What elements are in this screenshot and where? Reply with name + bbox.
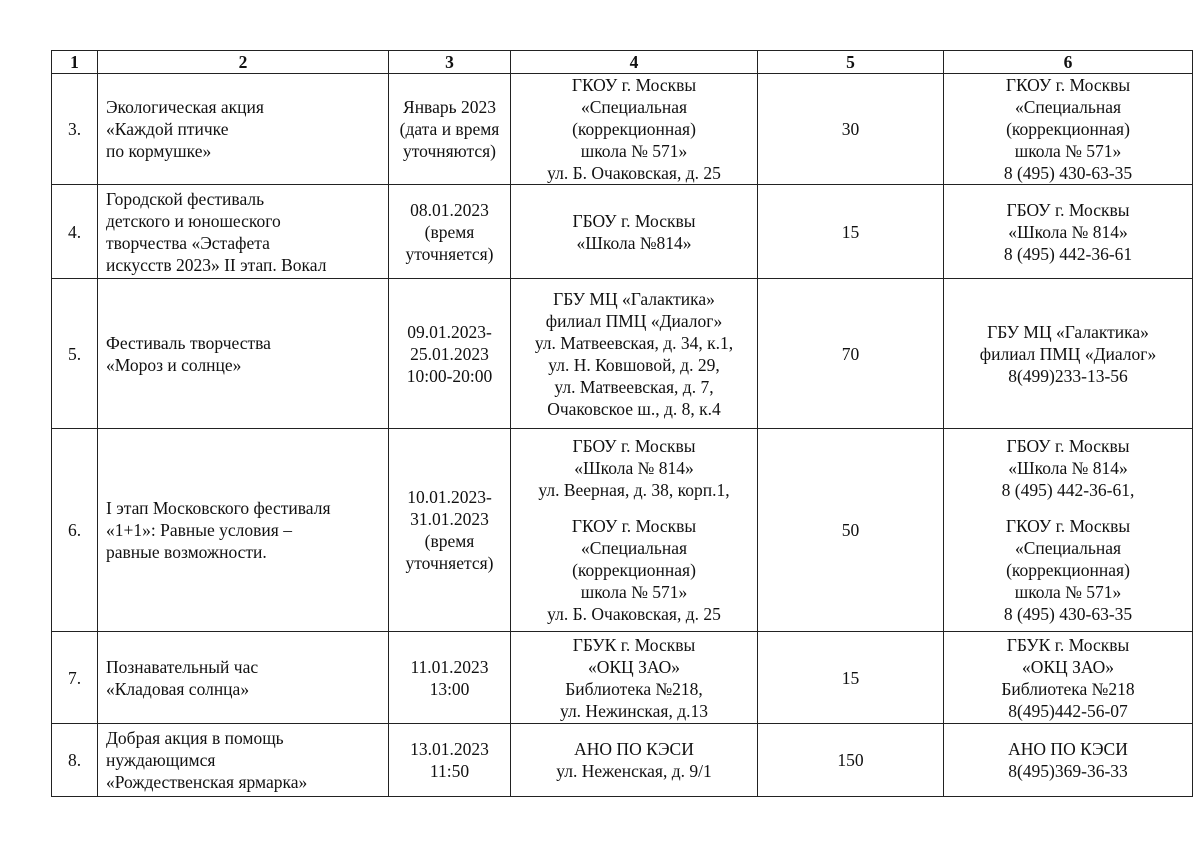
- cell-text-line: 11:50: [429, 761, 470, 781]
- cell-text-line: 8 (495) 430-63-35: [1003, 163, 1133, 183]
- cell-text-line: творчества «Эстафета: [106, 232, 270, 253]
- event-date-cell: [389, 185, 511, 279]
- cell-text-line: 10.01.2023-: [407, 487, 492, 507]
- cell-text-line: уточняется): [405, 243, 494, 264]
- cell-text-line: ГБОУ г. Москвы: [572, 210, 696, 231]
- cell-text-line: ГБУ МЦ «Галактика»: [987, 321, 1149, 342]
- cell-text-line: Библиотека №218,: [565, 678, 703, 699]
- event-name-cell: [98, 632, 389, 724]
- participants-count-cell: 15: [758, 632, 944, 724]
- cell-text-line: «Специальная: [1014, 97, 1122, 117]
- table-row: [52, 185, 1193, 279]
- cell-text-line: филиал ПМЦ «Диалог»: [979, 343, 1157, 364]
- cell-text-line: «ОКЦ ЗАО»: [588, 656, 680, 677]
- cell-text-line: «Специальная: [580, 538, 688, 558]
- cell-text-line: I этап Московского фестиваля: [106, 498, 331, 518]
- cell-text-line: 8(495)369-36-33: [1008, 761, 1128, 781]
- organizer-cell: [944, 279, 1193, 429]
- cell-text-line: (дата и время: [399, 119, 500, 139]
- cell-text-line: Городской фестиваль: [106, 188, 265, 209]
- cell-text-line: по кормушке»: [106, 141, 212, 161]
- cell-text-line: ул. Веерная, д. 38, корп.1,: [538, 480, 730, 500]
- event-name-cell: [98, 429, 389, 632]
- cell-text-line: «Мороз и солнце»: [106, 354, 242, 375]
- cell-text-line: 11.01.2023: [410, 656, 489, 677]
- cell-text-line: ул. Матвеевская, д. 7,: [554, 376, 714, 397]
- participants-count-cell: 30: [758, 74, 944, 185]
- cell-text-line: ГБОУ г. Москвы: [1006, 436, 1130, 456]
- column-header: 6: [944, 51, 1193, 74]
- cell-text-line: 09.01.2023-: [407, 321, 492, 342]
- event-date-cell: [389, 429, 511, 632]
- cell-text-line: ул. Нежинская, д.13: [559, 700, 709, 721]
- table-row: [52, 429, 1193, 632]
- cell-text-line: «Школа №814»: [576, 232, 692, 253]
- event-name-cell: [98, 724, 389, 797]
- cell-text-line: Экологическая акция: [106, 97, 264, 117]
- cell-text-line: (время: [424, 531, 475, 551]
- row-number-cell: 3.: [52, 74, 98, 185]
- column-header: 3: [389, 51, 511, 74]
- event-name-cell: [98, 279, 389, 429]
- cell-text-line: 8(495)442-56-07: [1008, 700, 1128, 721]
- cell-text-line: 31.01.2023: [410, 509, 489, 529]
- cell-text-line: равные возможности.: [106, 542, 267, 562]
- cell-text-line: ГКОУ г. Москвы: [571, 75, 697, 95]
- cell-text-line: «Специальная: [1014, 538, 1122, 558]
- participants-count-cell: 150: [758, 724, 944, 797]
- cell-text-line: Добрая акция в помощь: [106, 728, 284, 748]
- row-number-cell: 4.: [52, 185, 98, 279]
- cell-text-line: Очаковское ш., д. 8, к.4: [547, 398, 721, 419]
- column-header: 2: [98, 51, 389, 74]
- cell-text-line: (коррекционная): [572, 560, 696, 580]
- cell-text-line: 25.01.2023: [410, 343, 489, 364]
- event-date-cell: [389, 632, 511, 724]
- cell-text-line: ул. Б. Очаковская, д. 25: [547, 163, 721, 183]
- table-row: [52, 279, 1193, 429]
- cell-text-line: Познавательный час: [106, 656, 259, 677]
- venue-cell: [511, 724, 758, 797]
- event-name-cell: [98, 185, 389, 279]
- event-name-cell: [98, 74, 389, 185]
- cell-text-line: (коррекционная): [1006, 119, 1130, 139]
- cell-text-line: «Кладовая солнца»: [106, 678, 250, 699]
- cell-text-line: «Специальная: [580, 97, 688, 117]
- cell-text-line: ГКОУ г. Москвы: [1005, 75, 1131, 95]
- participants-count-cell: 15: [758, 185, 944, 279]
- participants-count-cell: 70: [758, 279, 944, 429]
- organizer-cell: [944, 429, 1193, 632]
- cell-text-line: Январь 2023: [403, 97, 496, 117]
- row-number-cell: 8.: [52, 724, 98, 797]
- cell-text-line: «Школа № 814»: [574, 458, 694, 478]
- event-date-cell: [389, 279, 511, 429]
- cell-text-line: ГБУ МЦ «Галактика»: [553, 288, 715, 309]
- event-date-cell: [389, 724, 511, 797]
- event-date-cell: [389, 74, 511, 185]
- cell-text-line: 13:00: [429, 678, 470, 699]
- cell-text-line: школа № 571»: [580, 582, 688, 602]
- cell-text-line: 8 (495) 442-36-61,: [1001, 480, 1135, 500]
- cell-text-line: АНО ПО КЭСИ: [574, 739, 694, 759]
- cell-text-line: уточняются): [402, 141, 497, 161]
- venue-cell: [511, 429, 758, 632]
- cell-text-line: школа № 571»: [580, 141, 688, 161]
- cell-text-line: 13.01.2023: [410, 739, 489, 759]
- cell-text-line: школа № 571»: [1014, 582, 1122, 602]
- cell-text-line: 8 (495) 430-63-35: [1003, 604, 1133, 624]
- venue-cell: [511, 279, 758, 429]
- row-number-cell: 5.: [52, 279, 98, 429]
- row-number-cell: 6.: [52, 429, 98, 632]
- block-spacer: [517, 501, 751, 515]
- cell-text-line: ГКОУ г. Москвы: [1005, 516, 1131, 536]
- cell-text-line: ул. Б. Очаковская, д. 25: [547, 604, 721, 624]
- cell-text-line: (время: [424, 221, 475, 242]
- cell-text-line: «1+1»: Равные условия –: [106, 520, 292, 540]
- cell-text-line: ГБУК г. Москвы: [572, 634, 696, 655]
- organizer-cell: [944, 185, 1193, 279]
- venue-cell: [511, 74, 758, 185]
- cell-text-line: нуждающимся: [106, 750, 216, 770]
- table-row: [52, 724, 1193, 797]
- row-number-cell: 7.: [52, 632, 98, 724]
- cell-text-line: филиал ПМЦ «Диалог»: [545, 310, 723, 331]
- cell-text-line: «ОКЦ ЗАО»: [1022, 656, 1114, 677]
- cell-text-line: «Школа № 814»: [1008, 221, 1128, 242]
- cell-text-line: «Каждой птичке: [106, 119, 229, 139]
- cell-text-line: «Рождественская ярмарка»: [106, 772, 308, 792]
- cell-text-line: искусств 2023» II этап. Вокал: [106, 254, 327, 275]
- column-header: 1: [52, 51, 98, 74]
- organizer-cell: [944, 74, 1193, 185]
- organizer-cell: [944, 632, 1193, 724]
- venue-cell: [511, 632, 758, 724]
- cell-text-line: 10:00-20:00: [406, 365, 493, 386]
- cell-text-line: ул. Матвеевская, д. 34, к.1,: [534, 332, 734, 353]
- block-spacer: [950, 501, 1186, 515]
- cell-text-line: АНО ПО КЭСИ: [1008, 739, 1128, 759]
- cell-text-line: ГБОУ г. Москвы: [572, 436, 696, 456]
- table-header-row: [52, 51, 1193, 74]
- table-row: [52, 74, 1193, 185]
- cell-text-line: школа № 571»: [1014, 141, 1122, 161]
- participants-count-cell: 50: [758, 429, 944, 632]
- cell-text-line: (коррекционная): [1006, 560, 1130, 580]
- cell-text-line: (коррекционная): [572, 119, 696, 139]
- cell-text-line: 8 (495) 442-36-61: [1003, 243, 1133, 264]
- cell-text-line: 8(499)233-13-56: [1008, 365, 1128, 386]
- cell-text-line: ГБУК г. Москвы: [1006, 634, 1130, 655]
- cell-text-line: Фестиваль творчества: [106, 332, 271, 353]
- cell-text-line: Библиотека №218: [1001, 678, 1135, 699]
- column-header: 4: [511, 51, 758, 74]
- cell-text-line: ул. Неженская, д. 9/1: [556, 761, 712, 781]
- column-header: 5: [758, 51, 944, 74]
- cell-text-line: детского и юношеского: [106, 210, 281, 231]
- cell-text-line: ГКОУ г. Москвы: [571, 516, 697, 536]
- organizer-cell: [944, 724, 1193, 797]
- table-row: [52, 632, 1193, 724]
- events-table: [51, 50, 1193, 797]
- venue-cell: [511, 185, 758, 279]
- cell-text-line: ул. Н. Ковшовой, д. 29,: [548, 354, 720, 375]
- cell-text-line: «Школа № 814»: [1008, 458, 1128, 478]
- cell-text-line: ГБОУ г. Москвы: [1006, 199, 1130, 220]
- cell-text-line: уточняется): [405, 553, 494, 573]
- cell-text-line: 08.01.2023: [410, 199, 489, 220]
